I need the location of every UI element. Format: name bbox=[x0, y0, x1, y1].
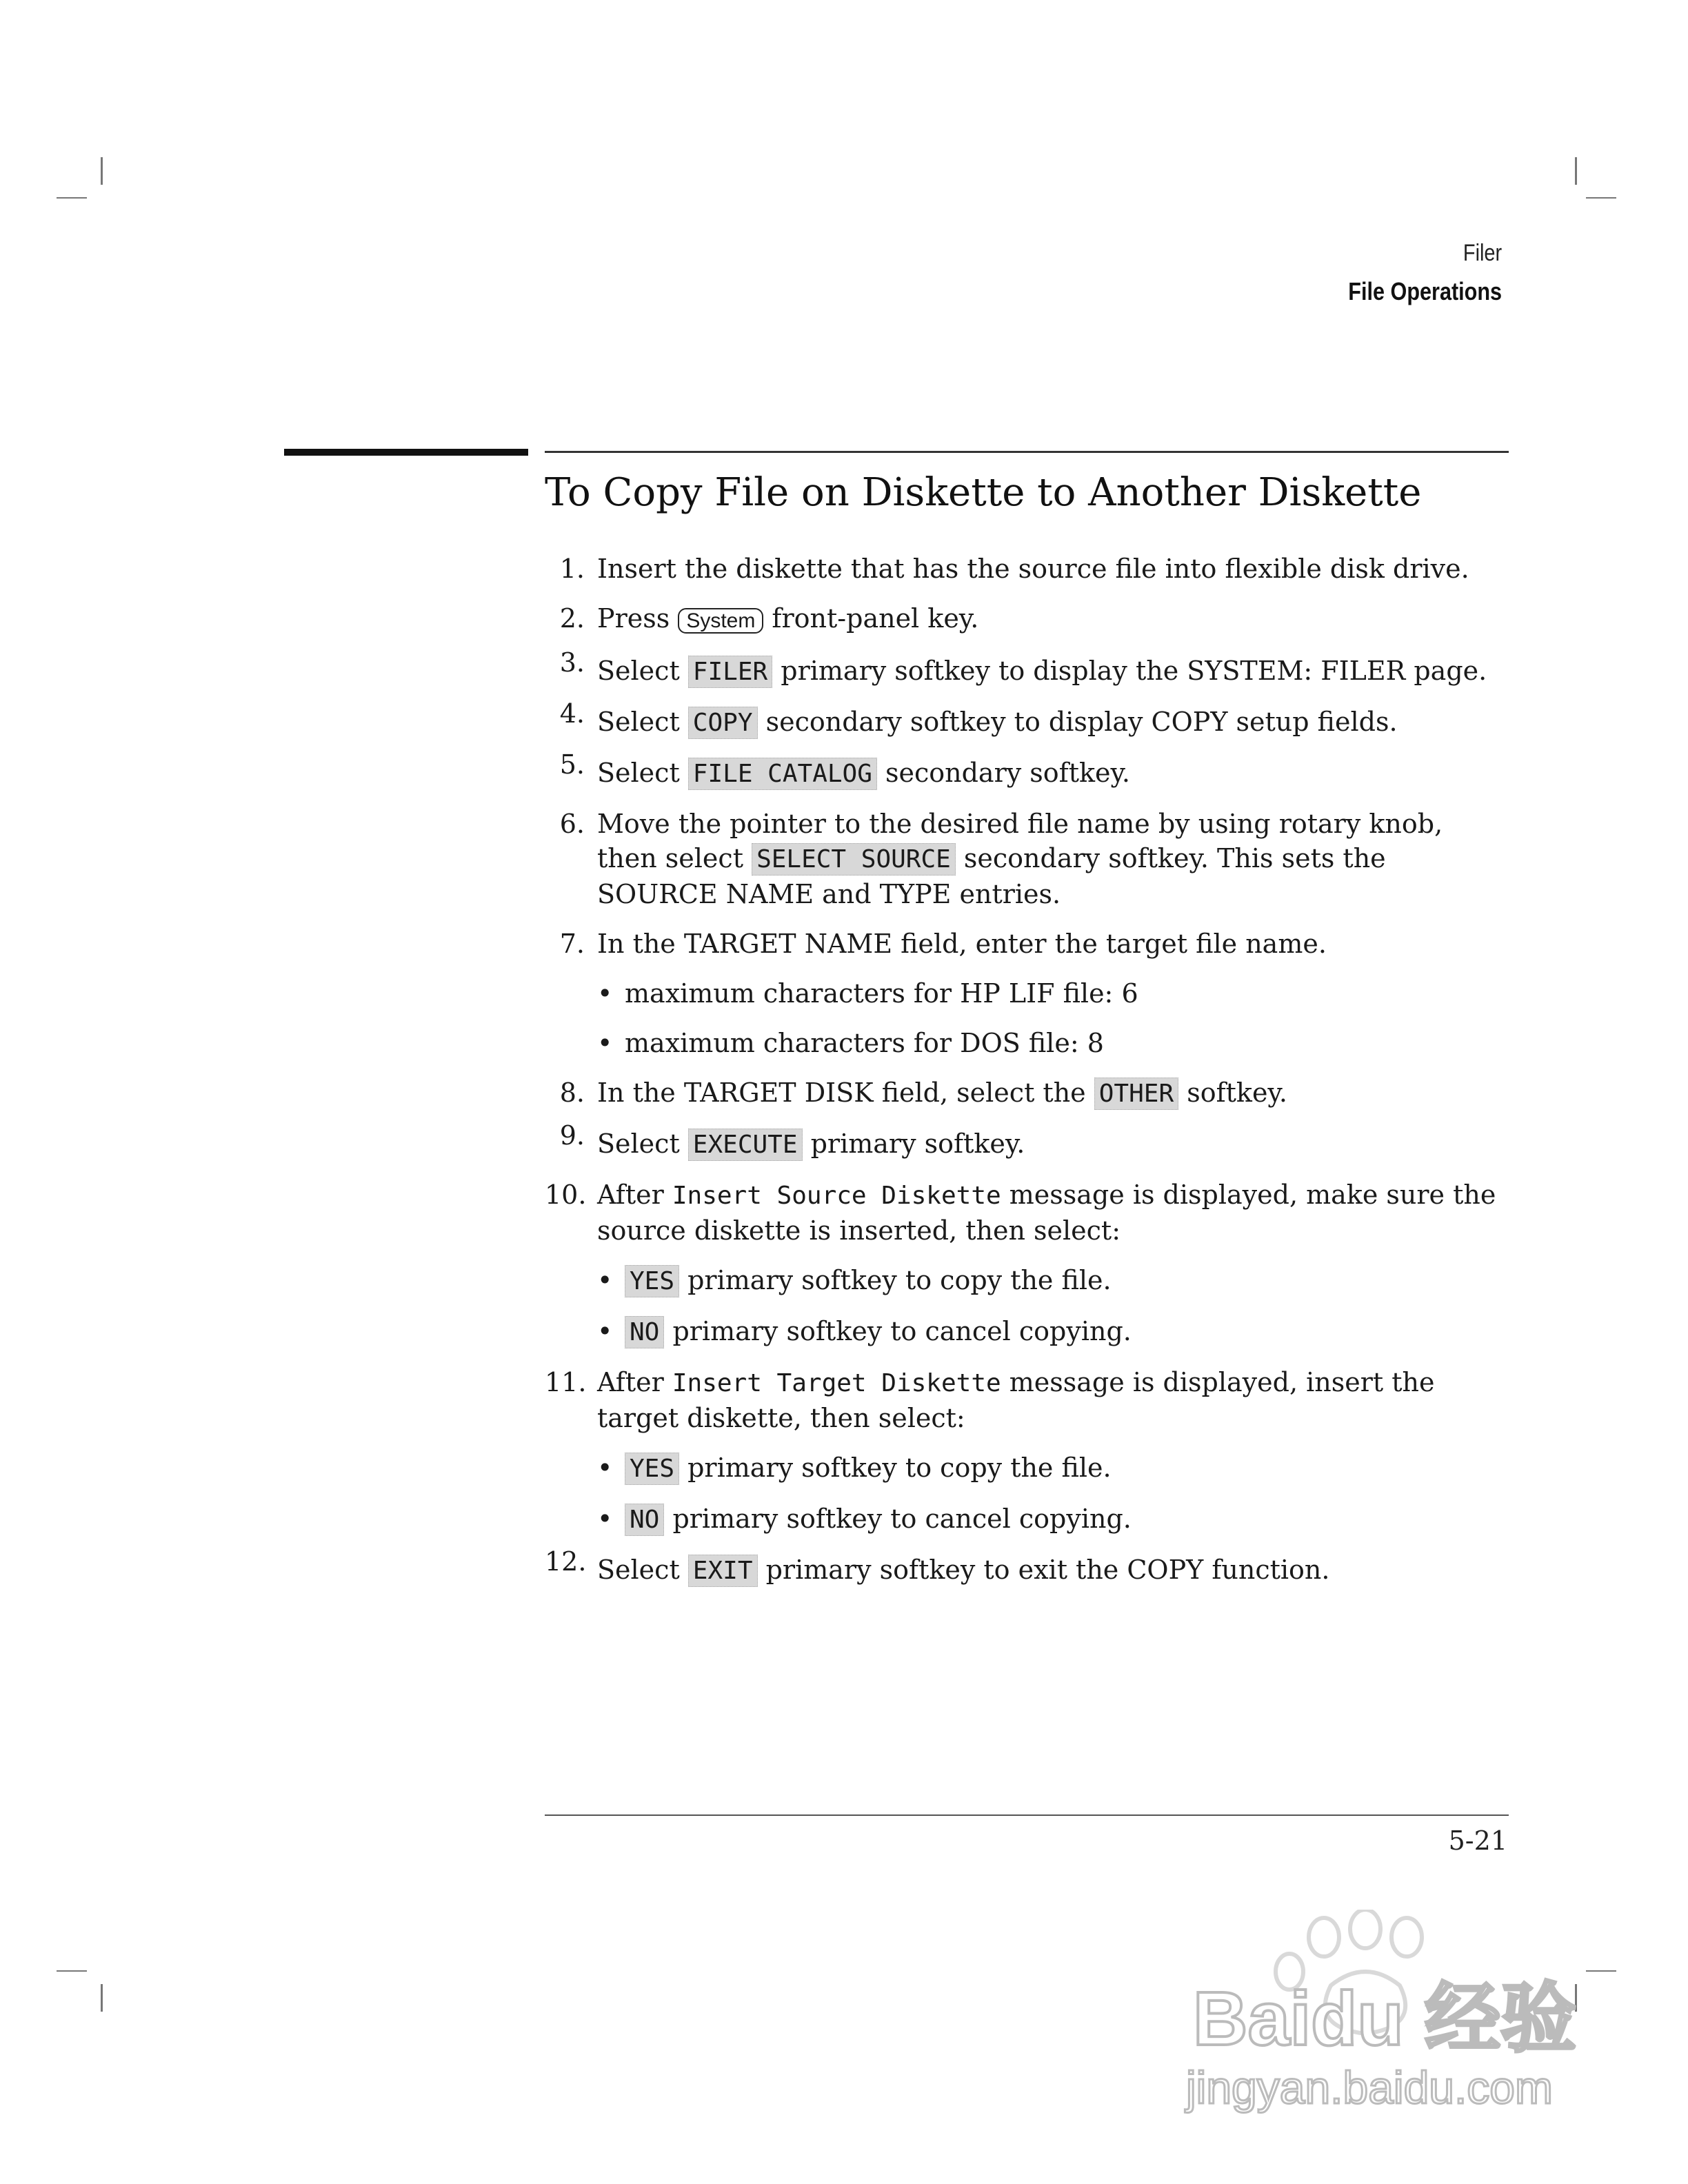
crop-mark bbox=[101, 157, 103, 185]
step-number: 8. bbox=[559, 1078, 585, 1108]
step-number: 12. bbox=[545, 1546, 587, 1577]
step-item bbox=[545, 749, 1510, 791]
bullet-text: primary softkey to copy the file. bbox=[679, 1453, 1112, 1483]
bullet-text: maximum characters for HP LIF file: 6 bbox=[625, 978, 1138, 1009]
section-rule-thick bbox=[284, 449, 528, 456]
step-item bbox=[545, 698, 1510, 740]
step-text: primary softkey. bbox=[802, 1129, 1025, 1159]
crop-mark bbox=[1586, 1970, 1616, 1972]
crop-mark bbox=[57, 197, 87, 199]
step-number: 5. bbox=[559, 749, 585, 780]
softkey-label: YES bbox=[625, 1265, 679, 1297]
step-text: front-panel key. bbox=[763, 603, 979, 634]
step-text: Select bbox=[597, 656, 688, 686]
step-text: secondary softkey. This sets the SOURCE NAME and TYPE entries. bbox=[597, 843, 1386, 909]
softkey-label: OTHER bbox=[1094, 1078, 1178, 1110]
step-item bbox=[545, 927, 1510, 1060]
section-rule-thin bbox=[545, 451, 1509, 453]
softkey-label: NO bbox=[625, 1316, 664, 1348]
step-text: In the TARGET NAME field, enter the target file name. bbox=[597, 929, 1327, 959]
crop-mark bbox=[1575, 157, 1577, 185]
step-item bbox=[545, 1120, 1510, 1162]
step-text: Select bbox=[597, 1129, 688, 1159]
running-header-section: Filer bbox=[1463, 240, 1502, 266]
step-text: After bbox=[597, 1180, 672, 1210]
bullet-item bbox=[597, 1026, 1510, 1060]
step-number: 7. bbox=[559, 929, 585, 959]
step-item bbox=[545, 1365, 1510, 1537]
step-number: 1. bbox=[559, 554, 585, 584]
display-message: Insert Target Diskette bbox=[672, 1369, 1001, 1397]
bullet-item bbox=[597, 976, 1510, 1011]
watermark-url: jingyan.baidu.com bbox=[1186, 2062, 1553, 2113]
softkey-label: SELECT SOURCE bbox=[752, 843, 956, 876]
step-text: secondary softkey. bbox=[876, 758, 1131, 788]
softkey-label: FILE CATALOG bbox=[688, 758, 877, 790]
steps-list bbox=[545, 552, 1510, 1604]
step-text: Select bbox=[597, 1555, 688, 1585]
step-text: message is displayed, insert the target diskette, then select: bbox=[597, 1367, 1435, 1433]
bullet-item bbox=[597, 1450, 1510, 1486]
watermark-logo-text: Baidu 经验 bbox=[1193, 1976, 1577, 2061]
step-item bbox=[545, 807, 1510, 911]
step-item bbox=[545, 1075, 1510, 1111]
bullet-text: primary softkey to copy the file. bbox=[679, 1265, 1112, 1295]
step-item bbox=[545, 1546, 1510, 1588]
softkey-label: NO bbox=[625, 1504, 664, 1536]
step-number: 10. bbox=[545, 1180, 587, 1210]
step-text: message is displayed, make sure the source diskette is inserted, then select: bbox=[597, 1180, 1496, 1246]
step-number: 2. bbox=[559, 603, 585, 634]
softkey-label: YES bbox=[625, 1453, 679, 1485]
softkey-label: COPY bbox=[688, 707, 758, 739]
step-number: 4. bbox=[559, 698, 585, 729]
bullet-item bbox=[597, 1502, 1510, 1537]
step-item bbox=[545, 601, 1510, 638]
softkey-label: FILER bbox=[688, 656, 772, 688]
step-text: secondary softkey to display COPY setup fields. bbox=[757, 707, 1398, 737]
front-panel-key: System bbox=[678, 608, 763, 634]
step-text: softkey. bbox=[1178, 1078, 1287, 1108]
softkey-label: EXECUTE bbox=[688, 1129, 803, 1161]
step-text: primary softkey to display the SYSTEM: FILER page. bbox=[772, 656, 1487, 686]
step-text: Insert the diskette that has the source file into flexible disk drive. bbox=[597, 554, 1469, 584]
step-text: After bbox=[597, 1367, 672, 1397]
display-message: Insert Source Diskette bbox=[672, 1182, 1001, 1210]
footer-rule bbox=[545, 1814, 1509, 1816]
step-text: In the TARGET DISK field, select the bbox=[597, 1078, 1094, 1108]
procedure-title: To Copy File on Diskette to Another Diskette bbox=[545, 470, 1422, 515]
bullet-item bbox=[597, 1263, 1510, 1299]
crop-mark bbox=[1586, 197, 1616, 199]
step-text: Move the pointer to the desired file name by using rotary knob, then select bbox=[597, 809, 1443, 873]
step-number: 6. bbox=[559, 809, 585, 839]
softkey-label: EXIT bbox=[688, 1555, 758, 1587]
step-text: Select bbox=[597, 758, 688, 788]
bullet-text: maximum characters for DOS file: 8 bbox=[625, 1028, 1104, 1058]
crop-mark bbox=[101, 1984, 103, 2012]
step-number: 11. bbox=[545, 1367, 587, 1397]
step-number: 9. bbox=[559, 1120, 585, 1151]
step-item bbox=[545, 1177, 1510, 1350]
bullet-text: primary softkey to cancel copying. bbox=[664, 1504, 1132, 1534]
bullet-item bbox=[597, 1314, 1510, 1350]
step-number: 3. bbox=[559, 647, 585, 678]
running-header-subsection: File Operations bbox=[1348, 277, 1502, 305]
step-text: primary softkey to exit the COPY function. bbox=[757, 1555, 1330, 1585]
step-text: Select bbox=[597, 707, 688, 737]
bullet-text: primary softkey to cancel copying. bbox=[664, 1316, 1132, 1346]
step-item bbox=[545, 552, 1510, 586]
crop-mark bbox=[57, 1970, 87, 1972]
step-item bbox=[545, 647, 1510, 689]
step-text: Press bbox=[597, 603, 679, 634]
page-number: 5-21 bbox=[1448, 1826, 1507, 1856]
